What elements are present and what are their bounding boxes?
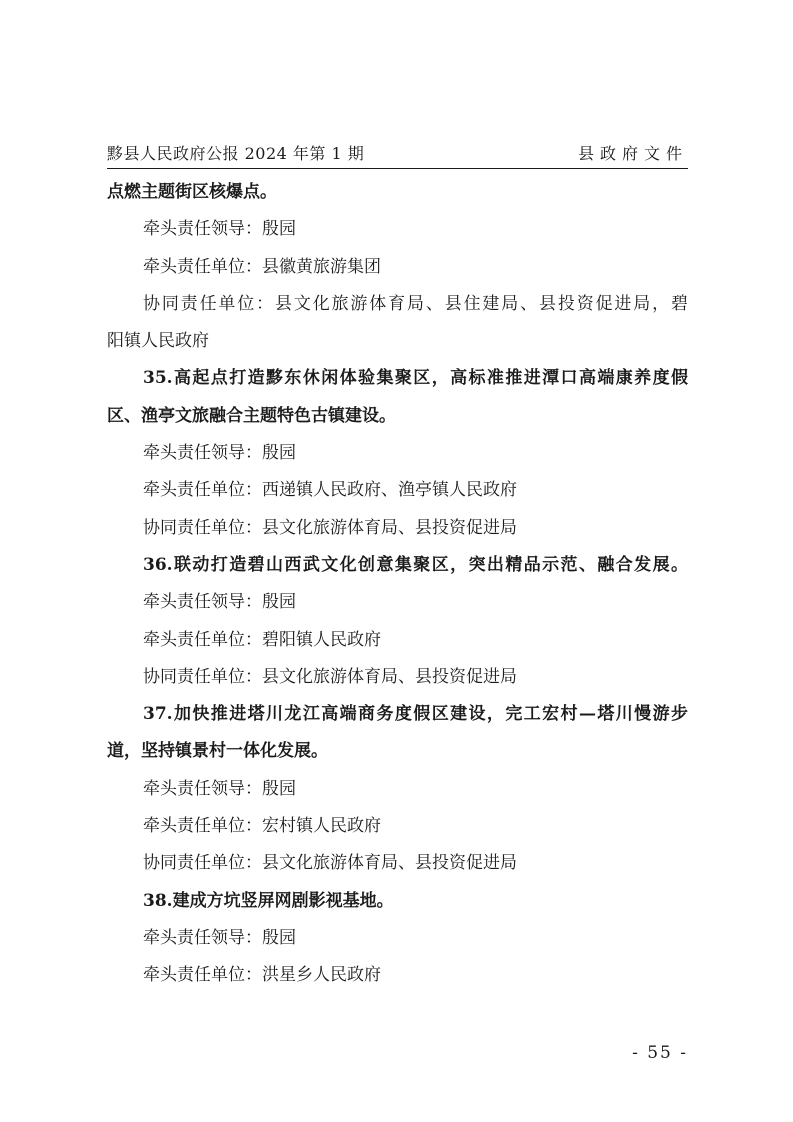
- responsibility-line: 牵头责任单位：洪星乡人民政府: [143, 965, 381, 986]
- page-number: - 55 -: [632, 1043, 688, 1063]
- responsibility-line: 阳镇人民政府: [107, 331, 209, 352]
- responsibility-line: 协同责任单位：县文化旅游体育局、县住建局、县投资促进局，碧: [143, 293, 688, 314]
- task-text-line: 36.联动打造碧山西武文化创意集聚区，突出精品示范、融合发展。: [143, 554, 688, 575]
- task-text-line: 38.建成方坑竖屏网剧影视基地。: [143, 890, 394, 911]
- task-text-line: 道，坚持镇景村一体化发展。: [107, 741, 328, 762]
- responsibility-line: 牵头责任单位：县徽黄旅游集团: [143, 256, 381, 277]
- header-divider: [107, 168, 688, 169]
- responsibility-line: 牵头责任领导：殷园: [143, 219, 296, 240]
- responsibility-line: 协同责任单位：县文化旅游体育局、县投资促进局: [143, 666, 517, 687]
- task-text-line: 区、渔亭文旅融合主题特色古镇建设。: [107, 405, 396, 426]
- responsibility-line: 牵头责任领导：殷园: [143, 927, 296, 948]
- responsibility-line: 牵头责任单位：西递镇人民政府、渔亭镇人民政府: [143, 480, 517, 501]
- responsibility-line: 牵头责任单位：宏村镇人民政府: [143, 816, 381, 837]
- section-label: 县政府文件: [577, 144, 688, 163]
- page-header: [107, 141, 688, 167]
- responsibility-line: 牵头责任单位：碧阳镇人民政府: [143, 629, 381, 650]
- task-text-line: 35.高起点打造黟东休闲体验集聚区，高标准推进潭口高端康养度假: [143, 368, 688, 389]
- document-body: [107, 174, 688, 995]
- responsibility-line: 协同责任单位：县文化旅游体育局、县投资促进局: [143, 853, 517, 874]
- task-text-line: 点燃主题街区核爆点。: [107, 182, 277, 202]
- responsibility-line: 牵头责任领导：殷园: [143, 443, 296, 464]
- task-text-line: 37.加快推进塔川龙江高端商务度假区建设，完工宏村—塔川慢游步: [143, 704, 688, 725]
- responsibility-line: 牵头责任领导：殷园: [143, 778, 296, 799]
- gazette-title: 黟县人民政府公报 2024 年第 1 期: [107, 144, 365, 163]
- responsibility-line: 协同责任单位：县文化旅游体育局、县投资促进局: [143, 517, 517, 538]
- responsibility-line: 牵头责任领导：殷园: [143, 592, 296, 613]
